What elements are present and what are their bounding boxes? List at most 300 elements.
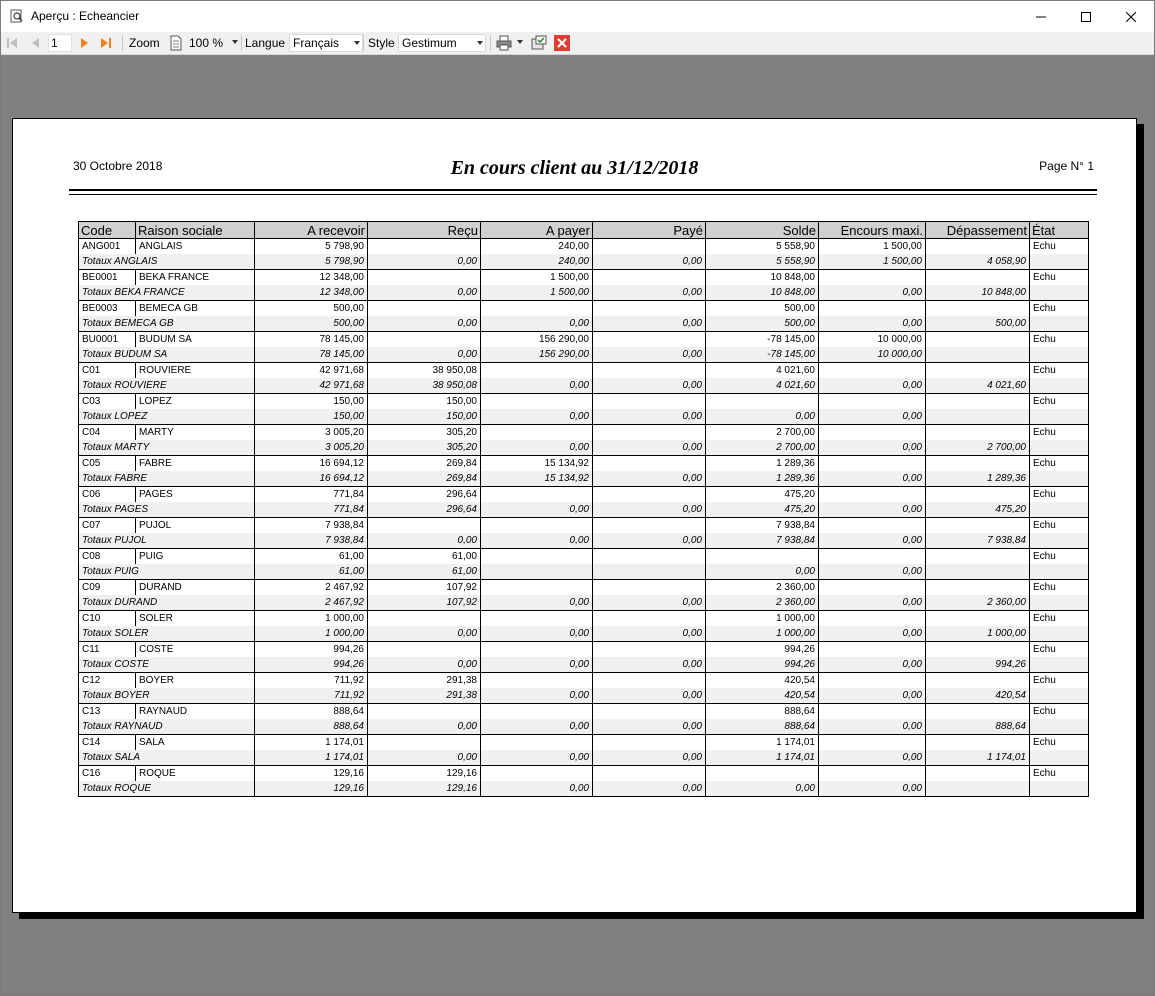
table-total-row: [79, 285, 1089, 301]
cell-received: 0,00: [368, 626, 481, 642]
cell-code: C04: [79, 425, 136, 441]
table-total-row: [79, 626, 1089, 642]
cell-credit-limit: 10 000,00: [819, 347, 926, 363]
close-red-icon: [554, 35, 570, 51]
cell-status: Echu: [1030, 270, 1089, 286]
cell-balance: 2 360,00: [706, 595, 819, 611]
cell-balance: 5 558,90: [706, 239, 819, 255]
toolbar-separator: [490, 35, 491, 51]
cell-received: 150,00: [368, 394, 481, 410]
cell-receivable: 994,26: [255, 642, 368, 658]
cell-name: ANGLAIS: [136, 239, 255, 255]
cell-code: C16: [79, 766, 136, 782]
table-row: [79, 704, 1089, 720]
cell-overrun: 1 174,01: [926, 750, 1030, 766]
cell-receivable: 771,84: [255, 487, 368, 503]
cell-paid: 0,00: [593, 316, 706, 332]
cell-overrun: [926, 766, 1030, 782]
cell-received: 269,84: [368, 456, 481, 472]
cell-status: Echu: [1030, 735, 1089, 751]
toolbar-separator: [122, 35, 123, 51]
table-header-row: [79, 222, 1089, 239]
cell-balance: 1 174,01: [706, 750, 819, 766]
cell-received: 0,00: [368, 254, 481, 270]
next-page-button[interactable]: [77, 32, 91, 54]
cell-balance: 475,20: [706, 502, 819, 518]
cell-status: Echu: [1030, 642, 1089, 658]
cell-status: [1030, 564, 1089, 580]
cell-name: BEMECA GB: [136, 301, 255, 317]
cell-code: C13: [79, 704, 136, 720]
cell-code: C08: [79, 549, 136, 565]
cell-received: 0,00: [368, 347, 481, 363]
cell-status: Echu: [1030, 456, 1089, 472]
cell-payable: [481, 425, 593, 441]
cell-receivable: 994,26: [255, 657, 368, 673]
cell-payable: [481, 580, 593, 596]
cell-status: Echu: [1030, 363, 1089, 379]
cell-receivable: 5 798,90: [255, 239, 368, 255]
cell-code: C05: [79, 456, 136, 472]
cell-credit-limit: [819, 580, 926, 596]
cell-code: C07: [79, 518, 136, 534]
cell-payable: [481, 549, 593, 565]
cell-received: [368, 642, 481, 658]
cell-balance: -78 145,00: [706, 332, 819, 348]
cell-code: C12: [79, 673, 136, 689]
first-page-button[interactable]: [5, 32, 19, 54]
cell-paid: 0,00: [593, 781, 706, 797]
cell-payable: 0,00: [481, 378, 593, 394]
cell-paid: 0,00: [593, 750, 706, 766]
cell-status: Echu: [1030, 518, 1089, 534]
cell-received: 0,00: [368, 533, 481, 549]
cell-credit-limit: 0,00: [819, 409, 926, 425]
cell-paid: 0,00: [593, 471, 706, 487]
cell-overrun: [926, 332, 1030, 348]
cell-total-label: Totaux MARTY: [79, 440, 255, 456]
cell-payable: [481, 518, 593, 534]
cell-total-label: Totaux SOLER: [79, 626, 255, 642]
table-row: [79, 611, 1089, 627]
cell-total-label: Totaux BOYER: [79, 688, 255, 704]
export-button[interactable]: [531, 32, 547, 54]
cell-overrun: [926, 409, 1030, 425]
table-row: [79, 642, 1089, 658]
cell-name: BUDUM SA: [136, 332, 255, 348]
cell-receivable: 711,92: [255, 688, 368, 704]
cell-balance: 4 021,60: [706, 378, 819, 394]
cell-paid: [593, 239, 706, 255]
zoom-page-button[interactable]: [169, 32, 183, 54]
cell-received: [368, 270, 481, 286]
cell-balance: 994,26: [706, 657, 819, 673]
cell-overrun: [926, 487, 1030, 503]
cell-payable: [481, 704, 593, 720]
cell-overrun: 1 289,36: [926, 471, 1030, 487]
maximize-icon: [1081, 12, 1091, 22]
cell-balance: 475,20: [706, 487, 819, 503]
cell-payable: [481, 673, 593, 689]
cell-total-label: Totaux BEMECA GB: [79, 316, 255, 332]
cell-overrun: 2 700,00: [926, 440, 1030, 456]
cell-overrun: 4 021,60: [926, 378, 1030, 394]
cell-name: FABRE: [136, 456, 255, 472]
cell-payable: [481, 564, 593, 580]
table-total-row: [79, 316, 1089, 332]
cell-received: 38 950,08: [368, 378, 481, 394]
cell-credit-limit: 1 500,00: [819, 254, 926, 270]
cell-status: [1030, 316, 1089, 332]
col-header-name: Raison sociale: [136, 222, 255, 239]
cell-credit-limit: 0,00: [819, 626, 926, 642]
minimize-icon: [1036, 12, 1046, 22]
cell-received: 129,16: [368, 781, 481, 797]
cell-balance: 2 700,00: [706, 440, 819, 456]
cell-status: Echu: [1030, 766, 1089, 782]
cell-status: Echu: [1030, 239, 1089, 255]
cell-payable: [481, 301, 593, 317]
cell-paid: [593, 704, 706, 720]
cell-paid: [593, 301, 706, 317]
cell-paid: [593, 735, 706, 751]
cell-payable: [481, 735, 593, 751]
cell-status: [1030, 626, 1089, 642]
cell-paid: 0,00: [593, 409, 706, 425]
cell-name: RAYNAUD: [136, 704, 255, 720]
cell-balance: 5 558,90: [706, 254, 819, 270]
language-select[interactable]: [289, 34, 363, 52]
table-total-row: [79, 378, 1089, 394]
cell-receivable: 3 005,20: [255, 425, 368, 441]
table-total-row: [79, 657, 1089, 673]
cell-received: [368, 332, 481, 348]
cell-payable: 0,00: [481, 719, 593, 735]
cell-received: 0,00: [368, 285, 481, 301]
cell-paid: [593, 425, 706, 441]
table-total-row: [79, 750, 1089, 766]
cell-credit-limit: [819, 270, 926, 286]
cell-overrun: [926, 347, 1030, 363]
cell-overrun: [926, 363, 1030, 379]
cell-credit-limit: 0,00: [819, 564, 926, 580]
chevron-down-icon: [517, 40, 523, 44]
cell-name: SALA: [136, 735, 255, 751]
cell-credit-limit: [819, 704, 926, 720]
cell-balance: [706, 766, 819, 782]
cell-code: C09: [79, 580, 136, 596]
cell-payable: [481, 611, 593, 627]
cell-balance: 994,26: [706, 642, 819, 658]
cell-total-label: Totaux ANGLAIS: [79, 254, 255, 270]
cell-credit-limit: [819, 642, 926, 658]
cell-receivable: 150,00: [255, 394, 368, 410]
cell-balance: 0,00: [706, 409, 819, 425]
minimize-button[interactable]: [1018, 1, 1064, 32]
cell-overrun: [926, 781, 1030, 797]
cell-balance: 1 289,36: [706, 456, 819, 472]
cell-receivable: 711,92: [255, 673, 368, 689]
cell-received: 0,00: [368, 719, 481, 735]
cell-overrun: [926, 239, 1030, 255]
cell-status: [1030, 502, 1089, 518]
first-page-icon: [5, 36, 19, 50]
cell-receivable: 5 798,90: [255, 254, 368, 270]
cell-credit-limit: [819, 394, 926, 410]
chevron-down-icon: [477, 41, 483, 45]
cell-payable: 1 500,00: [481, 285, 593, 301]
cell-receivable: 1 174,01: [255, 735, 368, 751]
cell-credit-limit: 10 000,00: [819, 332, 926, 348]
cell-payable: 15 134,92: [481, 456, 593, 472]
cell-received: 291,38: [368, 688, 481, 704]
col-header-receivable: A recevoir: [255, 222, 368, 239]
cell-paid: 0,00: [593, 378, 706, 394]
report-title: En cours client au 31/12/2018: [450, 157, 699, 179]
cell-credit-limit: 0,00: [819, 378, 926, 394]
cell-credit-limit: 0,00: [819, 440, 926, 456]
cell-overrun: [926, 704, 1030, 720]
table-row: [79, 735, 1089, 751]
cell-overrun: 1 000,00: [926, 626, 1030, 642]
cell-payable: [481, 642, 593, 658]
cell-received: 107,92: [368, 595, 481, 611]
cell-name: LOPEZ: [136, 394, 255, 410]
cell-receivable: 7 938,84: [255, 518, 368, 534]
cell-status: Echu: [1030, 487, 1089, 503]
cell-code: BE0003: [79, 301, 136, 317]
cell-paid: 0,00: [593, 440, 706, 456]
table-total-row: [79, 254, 1089, 270]
cell-receivable: 2 467,92: [255, 580, 368, 596]
prev-page-button[interactable]: [29, 32, 43, 54]
cell-name: PUIG: [136, 549, 255, 565]
cell-received: 296,64: [368, 502, 481, 518]
cell-payable: 0,00: [481, 316, 593, 332]
last-page-button[interactable]: [99, 32, 113, 54]
col-header-received: Reçu: [368, 222, 481, 239]
table-row: [79, 270, 1089, 286]
cell-overrun: [926, 456, 1030, 472]
cell-balance: 0,00: [706, 781, 819, 797]
cell-credit-limit: 0,00: [819, 316, 926, 332]
cell-receivable: 61,00: [255, 549, 368, 565]
toolbar-separator: [241, 35, 242, 51]
cell-balance: 2 700,00: [706, 425, 819, 441]
zoom-label: Zoom: [129, 36, 160, 50]
close-preview-button[interactable]: [554, 32, 570, 54]
cell-status: [1030, 378, 1089, 394]
cell-name: PAGES: [136, 487, 255, 503]
table-row: [79, 456, 1089, 472]
cell-balance: 10 848,00: [706, 285, 819, 301]
table-row: [79, 301, 1089, 317]
col-header-status: État: [1030, 222, 1089, 239]
cell-overrun: [926, 425, 1030, 441]
cell-credit-limit: [819, 456, 926, 472]
cell-total-label: Totaux DURAND: [79, 595, 255, 611]
col-header-overrun: Dépassement: [926, 222, 1030, 239]
col-header-credit-limit: Encours maxi.: [819, 222, 926, 239]
cell-name: ROQUE: [136, 766, 255, 782]
cell-credit-limit: [819, 735, 926, 751]
cell-code: C14: [79, 735, 136, 751]
receivables-table: [78, 221, 1089, 797]
cell-code: BU0001: [79, 332, 136, 348]
table-row: [79, 549, 1089, 565]
cell-balance: 888,64: [706, 719, 819, 735]
cell-balance: 1 174,01: [706, 735, 819, 751]
table-total-row: [79, 471, 1089, 487]
cell-paid: 0,00: [593, 626, 706, 642]
cell-name: COSTE: [136, 642, 255, 658]
cell-credit-limit: 0,00: [819, 719, 926, 735]
cell-receivable: 42 971,68: [255, 378, 368, 394]
cell-paid: 0,00: [593, 533, 706, 549]
cell-received: 305,20: [368, 425, 481, 441]
cell-overrun: 500,00: [926, 316, 1030, 332]
cell-paid: [593, 642, 706, 658]
page-icon: [169, 35, 183, 51]
cell-receivable: 3 005,20: [255, 440, 368, 456]
cell-received: [368, 518, 481, 534]
page-number-input[interactable]: [48, 34, 72, 52]
cell-paid: [593, 394, 706, 410]
cell-payable: 0,00: [481, 409, 593, 425]
maximize-button[interactable]: [1063, 1, 1109, 32]
cell-credit-limit: [819, 518, 926, 534]
table-total-row: [79, 595, 1089, 611]
cell-name: ROUVIERE: [136, 363, 255, 379]
cell-balance: 1 289,36: [706, 471, 819, 487]
style-select[interactable]: [398, 34, 486, 52]
report-page: [12, 118, 1137, 913]
cell-status: [1030, 347, 1089, 363]
cell-receivable: 1 000,00: [255, 611, 368, 627]
cell-received: [368, 239, 481, 255]
cell-status: [1030, 781, 1089, 797]
cell-status: Echu: [1030, 580, 1089, 596]
cell-balance: 2 360,00: [706, 580, 819, 596]
cell-receivable: 771,84: [255, 502, 368, 518]
cell-received: 0,00: [368, 750, 481, 766]
cell-overrun: [926, 611, 1030, 627]
cell-credit-limit: 0,00: [819, 781, 926, 797]
cell-overrun: [926, 564, 1030, 580]
cell-payable: 0,00: [481, 595, 593, 611]
cell-total-label: Totaux LOPEZ: [79, 409, 255, 425]
cell-balance: 1 000,00: [706, 611, 819, 627]
close-icon: [1126, 12, 1136, 22]
cell-status: [1030, 471, 1089, 487]
cell-received: 150,00: [368, 409, 481, 425]
report-page-number: Page N° 1: [1039, 159, 1094, 173]
zoom-dropdown-button[interactable]: [227, 34, 240, 52]
cell-overrun: [926, 642, 1030, 658]
cell-overrun: 420,54: [926, 688, 1030, 704]
cell-received: 305,20: [368, 440, 481, 456]
cell-received: 61,00: [368, 549, 481, 565]
cell-paid: [593, 270, 706, 286]
cell-status: [1030, 719, 1089, 735]
cell-credit-limit: 0,00: [819, 657, 926, 673]
cell-balance: 420,54: [706, 688, 819, 704]
cell-received: 291,38: [368, 673, 481, 689]
cell-received: 0,00: [368, 657, 481, 673]
table-total-row: [79, 781, 1089, 797]
cell-received: 38 950,08: [368, 363, 481, 379]
cell-paid: 0,00: [593, 688, 706, 704]
cell-status: [1030, 285, 1089, 301]
cell-total-label: Totaux FABRE: [79, 471, 255, 487]
table-row: [79, 518, 1089, 534]
cell-balance: 420,54: [706, 673, 819, 689]
cell-receivable: 500,00: [255, 316, 368, 332]
cell-payable: 0,00: [481, 502, 593, 518]
print-button[interactable]: [496, 32, 512, 54]
cell-payable: 0,00: [481, 750, 593, 766]
cell-total-label: Totaux RAYNAUD: [79, 719, 255, 735]
cell-code: C10: [79, 611, 136, 627]
print-dropdown-button[interactable]: [515, 34, 525, 52]
cell-paid: [593, 766, 706, 782]
cell-overrun: [926, 394, 1030, 410]
col-header-code: Code: [79, 222, 136, 239]
cell-status: Echu: [1030, 425, 1089, 441]
cell-receivable: 78 145,00: [255, 332, 368, 348]
cell-payable: 0,00: [481, 626, 593, 642]
close-window-button[interactable]: [1108, 1, 1154, 32]
cell-balance: [706, 394, 819, 410]
col-header-payable: A payer: [481, 222, 593, 239]
cell-receivable: 888,64: [255, 719, 368, 735]
cell-received: 107,92: [368, 580, 481, 596]
cell-total-label: Totaux ROQUE: [79, 781, 255, 797]
cell-payable: [481, 394, 593, 410]
cell-name: BOYER: [136, 673, 255, 689]
title-bar: [1, 1, 1154, 32]
cell-overrun: 475,20: [926, 502, 1030, 518]
cell-paid: [593, 564, 706, 580]
cell-balance: 4 021,60: [706, 363, 819, 379]
cell-payable: 0,00: [481, 688, 593, 704]
cell-status: [1030, 254, 1089, 270]
cell-paid: 0,00: [593, 657, 706, 673]
cell-name: DURAND: [136, 580, 255, 596]
cell-code: C06: [79, 487, 136, 503]
col-header-balance: Solde: [706, 222, 819, 239]
cell-credit-limit: [819, 487, 926, 503]
cell-balance: 500,00: [706, 301, 819, 317]
zoom-value[interactable]: 100 %: [189, 36, 224, 50]
cell-overrun: [926, 735, 1030, 751]
col-header-paid: Payé: [593, 222, 706, 239]
cell-balance: 888,64: [706, 704, 819, 720]
cell-paid: 0,00: [593, 254, 706, 270]
cell-paid: [593, 363, 706, 379]
cell-received: 61,00: [368, 564, 481, 580]
cell-balance: 500,00: [706, 316, 819, 332]
cell-credit-limit: [819, 363, 926, 379]
cell-receivable: 129,16: [255, 766, 368, 782]
cell-received: 0,00: [368, 316, 481, 332]
cell-credit-limit: 1 500,00: [819, 239, 926, 255]
cell-balance: 7 938,84: [706, 533, 819, 549]
print-icon: [496, 35, 512, 51]
cell-balance: 7 938,84: [706, 518, 819, 534]
cell-status: [1030, 409, 1089, 425]
export-icon: [531, 35, 547, 51]
